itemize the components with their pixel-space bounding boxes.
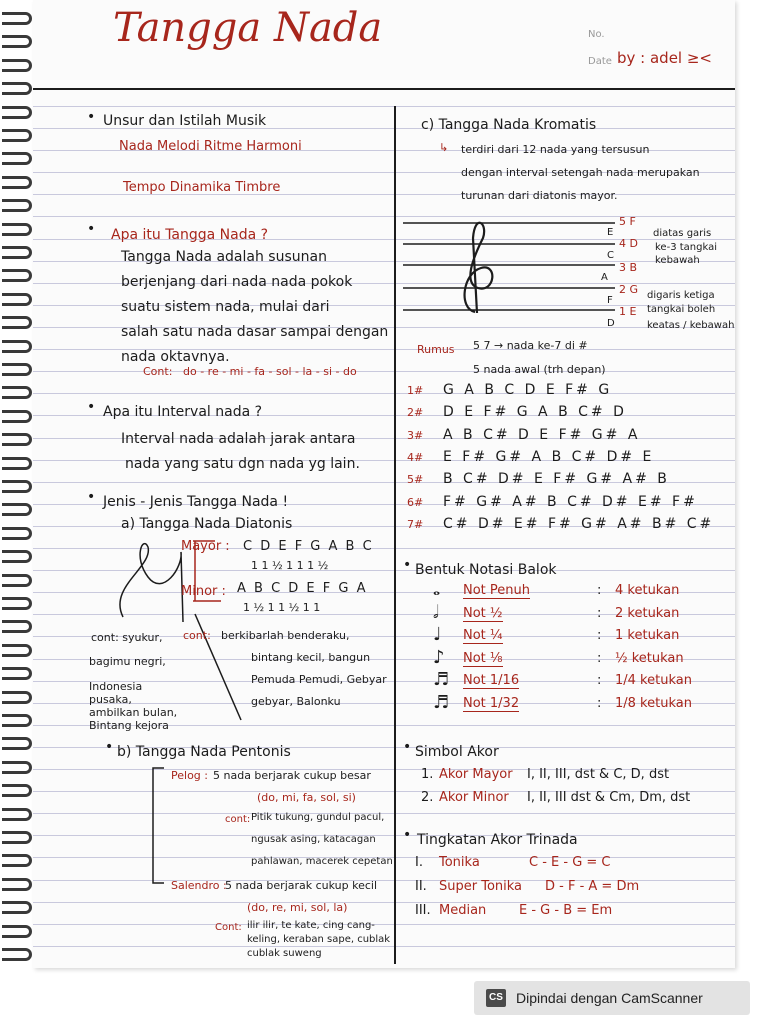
spiral-ring [2, 410, 32, 423]
staff-line-label: 1 E [619, 305, 637, 318]
spiral-ring [2, 574, 32, 587]
spiral-ring [2, 784, 32, 797]
akor-value: I, II, III dst & Cm, Dm, dst [527, 789, 691, 805]
section-diatonis-heading: a) Tangga Nada Diatonis [121, 516, 293, 532]
trinada-number: III. [415, 903, 431, 918]
camscanner-text: Dipindai dengan CamScanner [516, 990, 703, 1006]
spiral-ring [2, 503, 32, 516]
salendro-cont-line: keling, keraban sape, cublak [247, 934, 391, 945]
pelog-notes: (do, mi, fa, sol, si) [257, 791, 356, 804]
notasi-name: Not ¼ [463, 628, 503, 643]
mayor-label: Mayor : [181, 539, 230, 554]
spiral-ring [2, 223, 32, 236]
pelog-cont-label: cont: [225, 814, 251, 825]
sixteenth-note-icon: ♬ [433, 669, 450, 690]
spiral-ring [2, 35, 32, 48]
akor-number: 1. [421, 767, 434, 782]
notasi-equals: : [597, 673, 602, 688]
section-unsur-line2: Tempo Dinamika Timbre [123, 180, 281, 195]
bullet-dot: • [87, 221, 96, 237]
salendro-label: Salendro : [171, 879, 227, 892]
chromatic-row-number: 5# [407, 473, 424, 487]
notasi-value: ½ ketukan [615, 650, 684, 666]
staff-note-bot-2: tangkai boleh [647, 304, 716, 315]
staff-space-label: E [607, 227, 614, 238]
section-unsur-heading: Unsur dan Istilah Musik [103, 113, 267, 129]
staff-note-top-3: kebawah [655, 255, 700, 266]
bullet-dot: • [87, 109, 96, 125]
chromatic-row-number: 4# [407, 450, 424, 464]
notasi-name: Not 1/16 [463, 673, 520, 688]
staff-space-label: F [607, 295, 613, 306]
cont-minor-label: cont: syukur, [91, 631, 163, 644]
bullet-dot: • [403, 827, 412, 843]
akor-label: Akor Mayor [439, 767, 513, 782]
staff-line-label: 5 F [619, 215, 636, 228]
chromatic-row-number: 2# [407, 406, 424, 420]
apa-line: berjenjang dari nada nada pokok [121, 274, 353, 290]
chromatic-row-number: 6# [407, 495, 424, 509]
no-label: No. [588, 29, 605, 40]
section-trinada-heading: Tingkatan Akor Trinada [417, 832, 578, 848]
eighth-note-icon: ♪ [433, 646, 445, 668]
salendro-desc: 5 nada berjarak cukup kecil [225, 879, 378, 892]
notasi-equals: : [597, 583, 602, 598]
spiral-ring [2, 129, 32, 142]
spiral-ring [2, 59, 32, 72]
apa-line: nada oktavnya. [121, 349, 230, 365]
bullet-dot: • [87, 489, 96, 505]
notasi-equals: : [597, 695, 602, 711]
chromatic-row-notes: A B C# D E F# G# A [443, 426, 641, 443]
rumus-text: 5 7 → nada ke-7 di # [473, 339, 588, 352]
kromatis-arrow: ↳ [439, 141, 449, 154]
spiral-ring [2, 386, 32, 399]
spiral-ring [2, 948, 32, 961]
section-pentonis-heading: b) Tangga Nada Pentonis [117, 744, 291, 760]
section-jenis-heading: Jenis - Jenis Tangga Nada ! [103, 494, 289, 510]
chromatic-row-notes: F# G# A# B C# D# E# F# [443, 493, 698, 510]
akor-number: 2. [421, 789, 434, 805]
staff-line-label: 2 G [619, 283, 639, 296]
spiral-ring [2, 293, 32, 306]
music-staff [403, 218, 623, 318]
spiral-ring [2, 831, 32, 844]
notebook-page [33, 0, 735, 968]
ruled-line [33, 924, 735, 925]
pelog-label: Pelog : [171, 769, 208, 782]
spiral-ring [2, 691, 32, 704]
ruled-line [33, 106, 735, 107]
spiral-ring [2, 316, 32, 329]
spiral-ring [2, 269, 32, 282]
staff-space-label: A [601, 272, 608, 283]
notasi-value: 4 ketukan [615, 583, 680, 598]
chromatic-row-number: 3# [407, 428, 424, 442]
camscanner-watermark [474, 981, 750, 1015]
spiral-ring [2, 152, 32, 165]
cont-mayor-line: Pemuda Pemudi, Gebyar [251, 673, 387, 686]
salendro-cont-line: ilir ilir, te kate, cing cang- [247, 920, 375, 931]
staff-line-label: 4 D [619, 237, 638, 250]
ruled-line [33, 371, 735, 372]
cont-minor-line: pusaka, [89, 693, 132, 706]
spiral-ring [2, 878, 32, 891]
salendro-cont-line: cublak suweng [247, 948, 322, 959]
salendro-cont-label: Cont: [215, 922, 242, 933]
spiral-ring [2, 12, 32, 25]
spiral-ring [2, 737, 32, 750]
spiral-ring [2, 176, 32, 189]
chromatic-row-notes: B C# D# E F# G# A# B [443, 471, 670, 488]
spiral-ring [2, 82, 32, 95]
trinada-label: Tonika [439, 855, 480, 870]
mayor-notes: C D E F G A B C [243, 539, 374, 554]
pelog-cont-line: pahlawan, macerek cepetan [251, 856, 393, 867]
spiral-ring [2, 620, 32, 633]
pentonis-bracket [148, 765, 168, 890]
spiral-ring [2, 714, 32, 727]
apa-line: Tangga Nada adalah susunan [121, 249, 327, 265]
section-interval-heading: Apa itu Interval nada ? [103, 404, 263, 420]
spiral-ring [2, 925, 32, 938]
pelog-cont-line: ngusak asing, katacagan [251, 834, 376, 845]
ruled-line [33, 902, 735, 903]
spiral-ring [2, 340, 32, 353]
cont-minor-line: Bintang kejora [89, 719, 169, 732]
date-label: Date [588, 56, 612, 67]
ruled-line [33, 393, 735, 394]
bullet-dot: • [403, 739, 412, 755]
section-apa-heading: Apa itu Tangga Nada ? [111, 227, 269, 243]
camscanner-logo-icon: CS [486, 989, 506, 1007]
trinada-number: I. [415, 855, 423, 870]
notasi-equals: : [597, 605, 602, 621]
akor-label: Akor Minor [439, 789, 509, 805]
interval-line: nada yang satu dgn nada yg lain. [125, 456, 360, 472]
kromatis-line: dengan interval setengah nada merupakan [461, 166, 700, 179]
section-apa-cont-label: Cont: [143, 365, 173, 378]
minor-notes: A B C D E F G A [237, 581, 368, 596]
section-kromatis-heading: c) Tangga Nada Kromatis [421, 117, 597, 133]
chromatic-row-number: 1# [407, 384, 424, 397]
half-note-icon: 𝅗𝅥 [433, 601, 439, 623]
notasi-equals: : [597, 628, 602, 643]
spiral-ring [2, 667, 32, 680]
cont-mayor-line: gebyar, Balonku [251, 695, 341, 708]
chromatic-row-notes: C# D# E# F# G# A# B# C# [443, 515, 715, 532]
salendro-notes: (do, re, mi, sol, la) [247, 901, 348, 914]
staff-note-top-2: ke-3 tangkai [655, 242, 717, 253]
cont-minor-line: ambilkan bulan, [89, 706, 178, 719]
minor-intervals: 1 ½ 1 1 ½ 1 1 [243, 601, 321, 614]
staff-space-label: D [607, 318, 615, 329]
minor-label: Minor : [181, 584, 226, 599]
notasi-value: 1/4 ketukan [615, 673, 692, 688]
bullet-dot: • [87, 399, 96, 415]
trinada-label: Super Tonika [439, 879, 523, 894]
apa-line: salah satu nada dasar sampai dengan [121, 324, 389, 340]
notasi-name: Not ½ [463, 605, 503, 621]
trinada-value: C - E - G = C [529, 855, 611, 870]
kromatis-line: terdiri dari 12 nada yang tersusun [461, 143, 650, 156]
spiral-ring [2, 808, 32, 821]
trinada-value: E - G - B = Em [519, 903, 613, 918]
thirty-second-note-icon: ♬ [433, 691, 450, 713]
spiral-ring [2, 457, 32, 470]
section-akor-heading: Simbol Akor [415, 744, 499, 760]
spiral-ring [2, 106, 32, 119]
cont-minor-line: bagimu negri, [89, 655, 166, 668]
notasi-value: 1 ketukan [615, 628, 680, 643]
pelog-cont-line: Pitik tukung, gundul pacul, [251, 812, 385, 823]
author: by : adel ≥< [617, 49, 713, 67]
staff-note-bot-3: keatas / kebawah [647, 320, 735, 331]
staff-line-label: 3 B [619, 261, 638, 274]
whole-note-icon: 𝅝 [433, 579, 441, 600]
quarter-note-icon: ♩ [433, 624, 442, 645]
spiral-ring [2, 433, 32, 446]
notasi-value: 1/8 ketukan [615, 695, 692, 711]
spiral-ring [2, 644, 32, 657]
apa-line: suatu sistem nada, mulai dari [121, 299, 330, 315]
chromatic-row-notes: E F# G# A B C# D# E [443, 448, 655, 465]
notasi-name: Not 1/32 [463, 695, 520, 711]
akor-value: I, II, III, dst & C, D, dst [527, 767, 670, 782]
pelog-desc: 5 nada berjarak cukup besar [213, 769, 371, 782]
spiral-ring [2, 901, 32, 914]
spiral-ring [2, 480, 32, 493]
header-divider [33, 88, 735, 90]
bullet-dot: • [403, 557, 412, 573]
cont-mayor-line: berkibarlah benderaku, [221, 629, 350, 642]
notasi-equals: : [597, 650, 602, 666]
section-apa-cont: do - re - mi - fa - sol - la - si - do [183, 365, 357, 378]
staff-note-top: diatas garis [653, 228, 712, 239]
spiral-ring [2, 527, 32, 540]
bullet-dot: • [105, 739, 114, 755]
rumus-label: Rumus [417, 343, 455, 356]
ruled-line [33, 835, 735, 836]
trinada-label: Median [439, 903, 487, 918]
spiral-ring [2, 854, 32, 867]
page-title: Tangga Nada [113, 5, 383, 51]
trinada-number: II. [415, 879, 427, 894]
spiral-ring [2, 199, 32, 212]
mayor-intervals: 1 1 ½ 1 1 1 ½ [251, 559, 329, 572]
chromatic-row-notes: D E F# G A B C# D [443, 404, 627, 421]
spiral-ring [2, 246, 32, 259]
ruled-line [33, 946, 735, 947]
cont-mayor-line: bintang kecil, bangun [251, 651, 371, 664]
interval-line: Interval nada adalah jarak antara [121, 431, 356, 447]
section-unsur-line1: Nada Melodi Ritme Harmoni [119, 139, 302, 154]
chromatic-row-number: 7# [407, 517, 424, 531]
trinada-value: D - F - A = Dm [545, 879, 640, 894]
staff-space-label: C [607, 250, 614, 261]
notasi-name: Not ⅛ [463, 650, 503, 666]
chromatic-row-notes: G A B C D E F# G [443, 382, 613, 398]
spiral-ring [2, 550, 32, 563]
kromatis-line: turunan dari diatonis mayor. [461, 189, 618, 202]
cont-minor-line: Indonesia [89, 680, 143, 693]
notasi-name: Not Penuh [463, 583, 530, 598]
spiral-ring [2, 363, 32, 376]
section-notasi-heading: Bentuk Notasi Balok [415, 562, 557, 578]
rumus-text-2: 5 nada awal (trh depan) [473, 363, 606, 376]
spiral-ring [2, 597, 32, 610]
notasi-value: 2 ketukan [615, 605, 680, 621]
cont-mayor-label: cont: [183, 629, 211, 642]
column-divider-top [394, 106, 396, 964]
staff-note-bot: digaris ketiga [647, 290, 715, 301]
spiral-ring [2, 761, 32, 774]
